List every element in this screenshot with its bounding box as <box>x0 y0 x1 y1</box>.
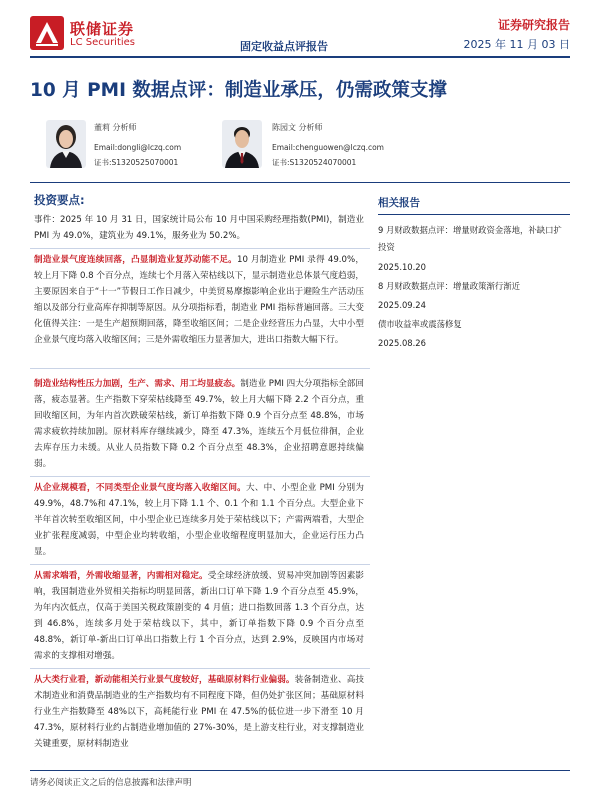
analyst-cert-2: 证书:S1320524070001 <box>272 158 357 167</box>
paragraph-highlight: 从需求端看，外需收缩显著，内需相对稳定。 <box>34 571 208 581</box>
paragraph-highlight: 从大类行业看，新动能相关行业景气度较好，基础原材料行业偏弱。 <box>34 675 295 685</box>
analyst-avatar-1 <box>46 120 86 168</box>
paragraph-highlight: 从企业规模看，不同类型企业景气度均落入收缩区间。 <box>34 483 246 493</box>
footer-disclaimer: 请务必阅读正文之后的信息披露和法律声明 <box>30 778 192 788</box>
report-title: 10 月 PMI 数据点评：制造业承压，仍需政策支撑 <box>30 80 447 101</box>
paragraph-text: 受全球经济放缓、贸易冲突加剧等因素影响，我国制造业外贸相关指标均明显回落，新出口订单下降 1.9 个百分点至 45.9%，为年内次低点，仅高于美国关税政策剧变的 4 月值；进口指数回落 1.3 个百分点，达到 46.8%，连续多月处于荣枯线以下，其中，新订单指数下降 0.9 个百分点至 48.8%，新订单-新出口订单出口指数上行 1 个百分点，达到 2.9%，反映国内市场对需求的支撑相对增强。 <box>34 571 364 661</box>
paragraph-enterprise-size <box>34 480 364 560</box>
paragraph-divider <box>30 248 370 249</box>
paragraph-text: 装备制造业、高技术制造业和消费品制造业的生产指数均有不同程度下降，但仍处扩张区间；基础原材料行业生产指数降至 48%以下，高耗能行业 PMI 在 47.5%的低位进一步下滑至 10 月 47.3%，原材料行业约占制造业增加值的 27%-30%，是上游支柱行业，对支撑制造业关键重要，原材料制造业 <box>34 675 364 749</box>
header-divider <box>30 56 570 58</box>
paragraph-text: 10 月制造业 PMI 录得 49.0%，较上月下降 0.8 个百分点，连续七个月落入荣枯线以下，显示制造业总体景气度趋弱，主要原因来自于“十一”节假日工作日减少，中美贸易摩擦影响企业出于避险生产活动压缩以及部分行业高库存抑制等原因。从分项指标看，制造业 PMI 指标普遍回落。三大变化值得关注：一是生产超预期回落，降至收缩区间；二是企业经营压力凸显，大中小型企业景气度均落入收缩区间；三是外需收缩压力显著加大，进出口指数大幅下行。 <box>34 255 364 345</box>
related-reports-divider <box>378 214 570 215</box>
brand-logo-icon <box>30 16 64 50</box>
paragraph-divider <box>30 668 370 669</box>
paragraph-divider <box>30 476 370 477</box>
related-report-date-2: 2025.09.24 <box>378 300 426 310</box>
paragraph-structural-pressure <box>34 376 364 472</box>
paragraph-text: 制造业 PMI 四大分项指标全部回落，疲态显著。生产指数下穿荣枯线降至 49.7%，较上月大幅下降 2.2 个百分点，重回收缩区间，为年内首次跌破荣枯线，新订单指数下降 0.9 个百分点至 48.8%，市场需求疲软持续加剧。原材料库存继续减少，降至 47.3%，连续五个月低位徘徊，企业去库存压力未缓。从业人员指数下降 0.2 个百分点至 48.3%，企业招聘意愿持续偏弱。 <box>34 379 364 469</box>
paragraph-highlight: 制造业景气度连续回落，凸显制造业复苏动能不足。 <box>34 255 237 265</box>
related-report-link-1[interactable]: 9 月财政数据点评：增量财政资金落地，补缺口扩投资 <box>378 225 562 252</box>
paragraph-divider <box>30 564 370 565</box>
paragraph-text: 大、中、小型企业 PMI 分别为 49.9%，48.7%和 47.1%，较上月下降 1.1 个、0.1 个和 1.1 个百分点。大型企业下半年首次转至收缩区间，中小型企业已连续多月处于荣枯线以下；产需两端看，大型企业扩张程度减弱，中型企业均转收缩，小型企业收缩程度明显加大，企业运行压力凸显。 <box>34 483 364 557</box>
analyst-name-2: 陈园文 分析师 <box>272 123 323 132</box>
paragraph-event <box>34 212 364 244</box>
brand-name-english: LC Securities <box>70 37 136 48</box>
report-category: 证券研究报告 <box>497 18 570 32</box>
related-report-date-3: 2025.08.26 <box>378 338 426 348</box>
paragraph-divider <box>30 368 370 369</box>
related-report-link-2[interactable]: 8 月财政数据点评：增量政策渐行渐近 <box>378 281 520 291</box>
analyst-name-1: 董莉 分析师 <box>94 123 137 132</box>
related-reports-heading: 相关报告 <box>378 197 420 209</box>
related-report-date-1: 2025.10.20 <box>378 262 426 272</box>
paragraph-industry <box>34 672 364 766</box>
report-date: 2025 年 11 月 03 日 <box>463 38 570 51</box>
related-report-link-3[interactable]: 债市收益率或震荡修复 <box>378 319 462 329</box>
paragraph-text: 事件：2025 年 10 月 31 日，国家统计局公布 10 月中国采购经理指数(PMI)，制造业 PMI 为 49.0%，建筑业为 49.1%，服务业为 50.2%。 <box>34 215 364 241</box>
analyst-cert-1: 证书:S1320525070001 <box>94 158 179 167</box>
analyst-email-2: Email:chenguowen@lczq.com <box>272 143 384 152</box>
report-type: 固定收益点评报告 <box>240 40 328 53</box>
paragraph-highlight: 制造业结构性压力加剧，生产、需求、用工均显疲态。 <box>34 379 241 389</box>
section-divider <box>30 182 570 183</box>
analyst-email-1: Email:dongli@lczq.com <box>94 143 182 152</box>
footer-divider <box>30 770 570 771</box>
analyst-avatar-2 <box>222 120 262 168</box>
brand-name: 联储证券 <box>70 20 135 38</box>
section-heading: 投资要点: <box>34 193 85 207</box>
paragraph-manufacturing-pmi <box>34 252 364 348</box>
paragraph-demand <box>34 568 364 664</box>
